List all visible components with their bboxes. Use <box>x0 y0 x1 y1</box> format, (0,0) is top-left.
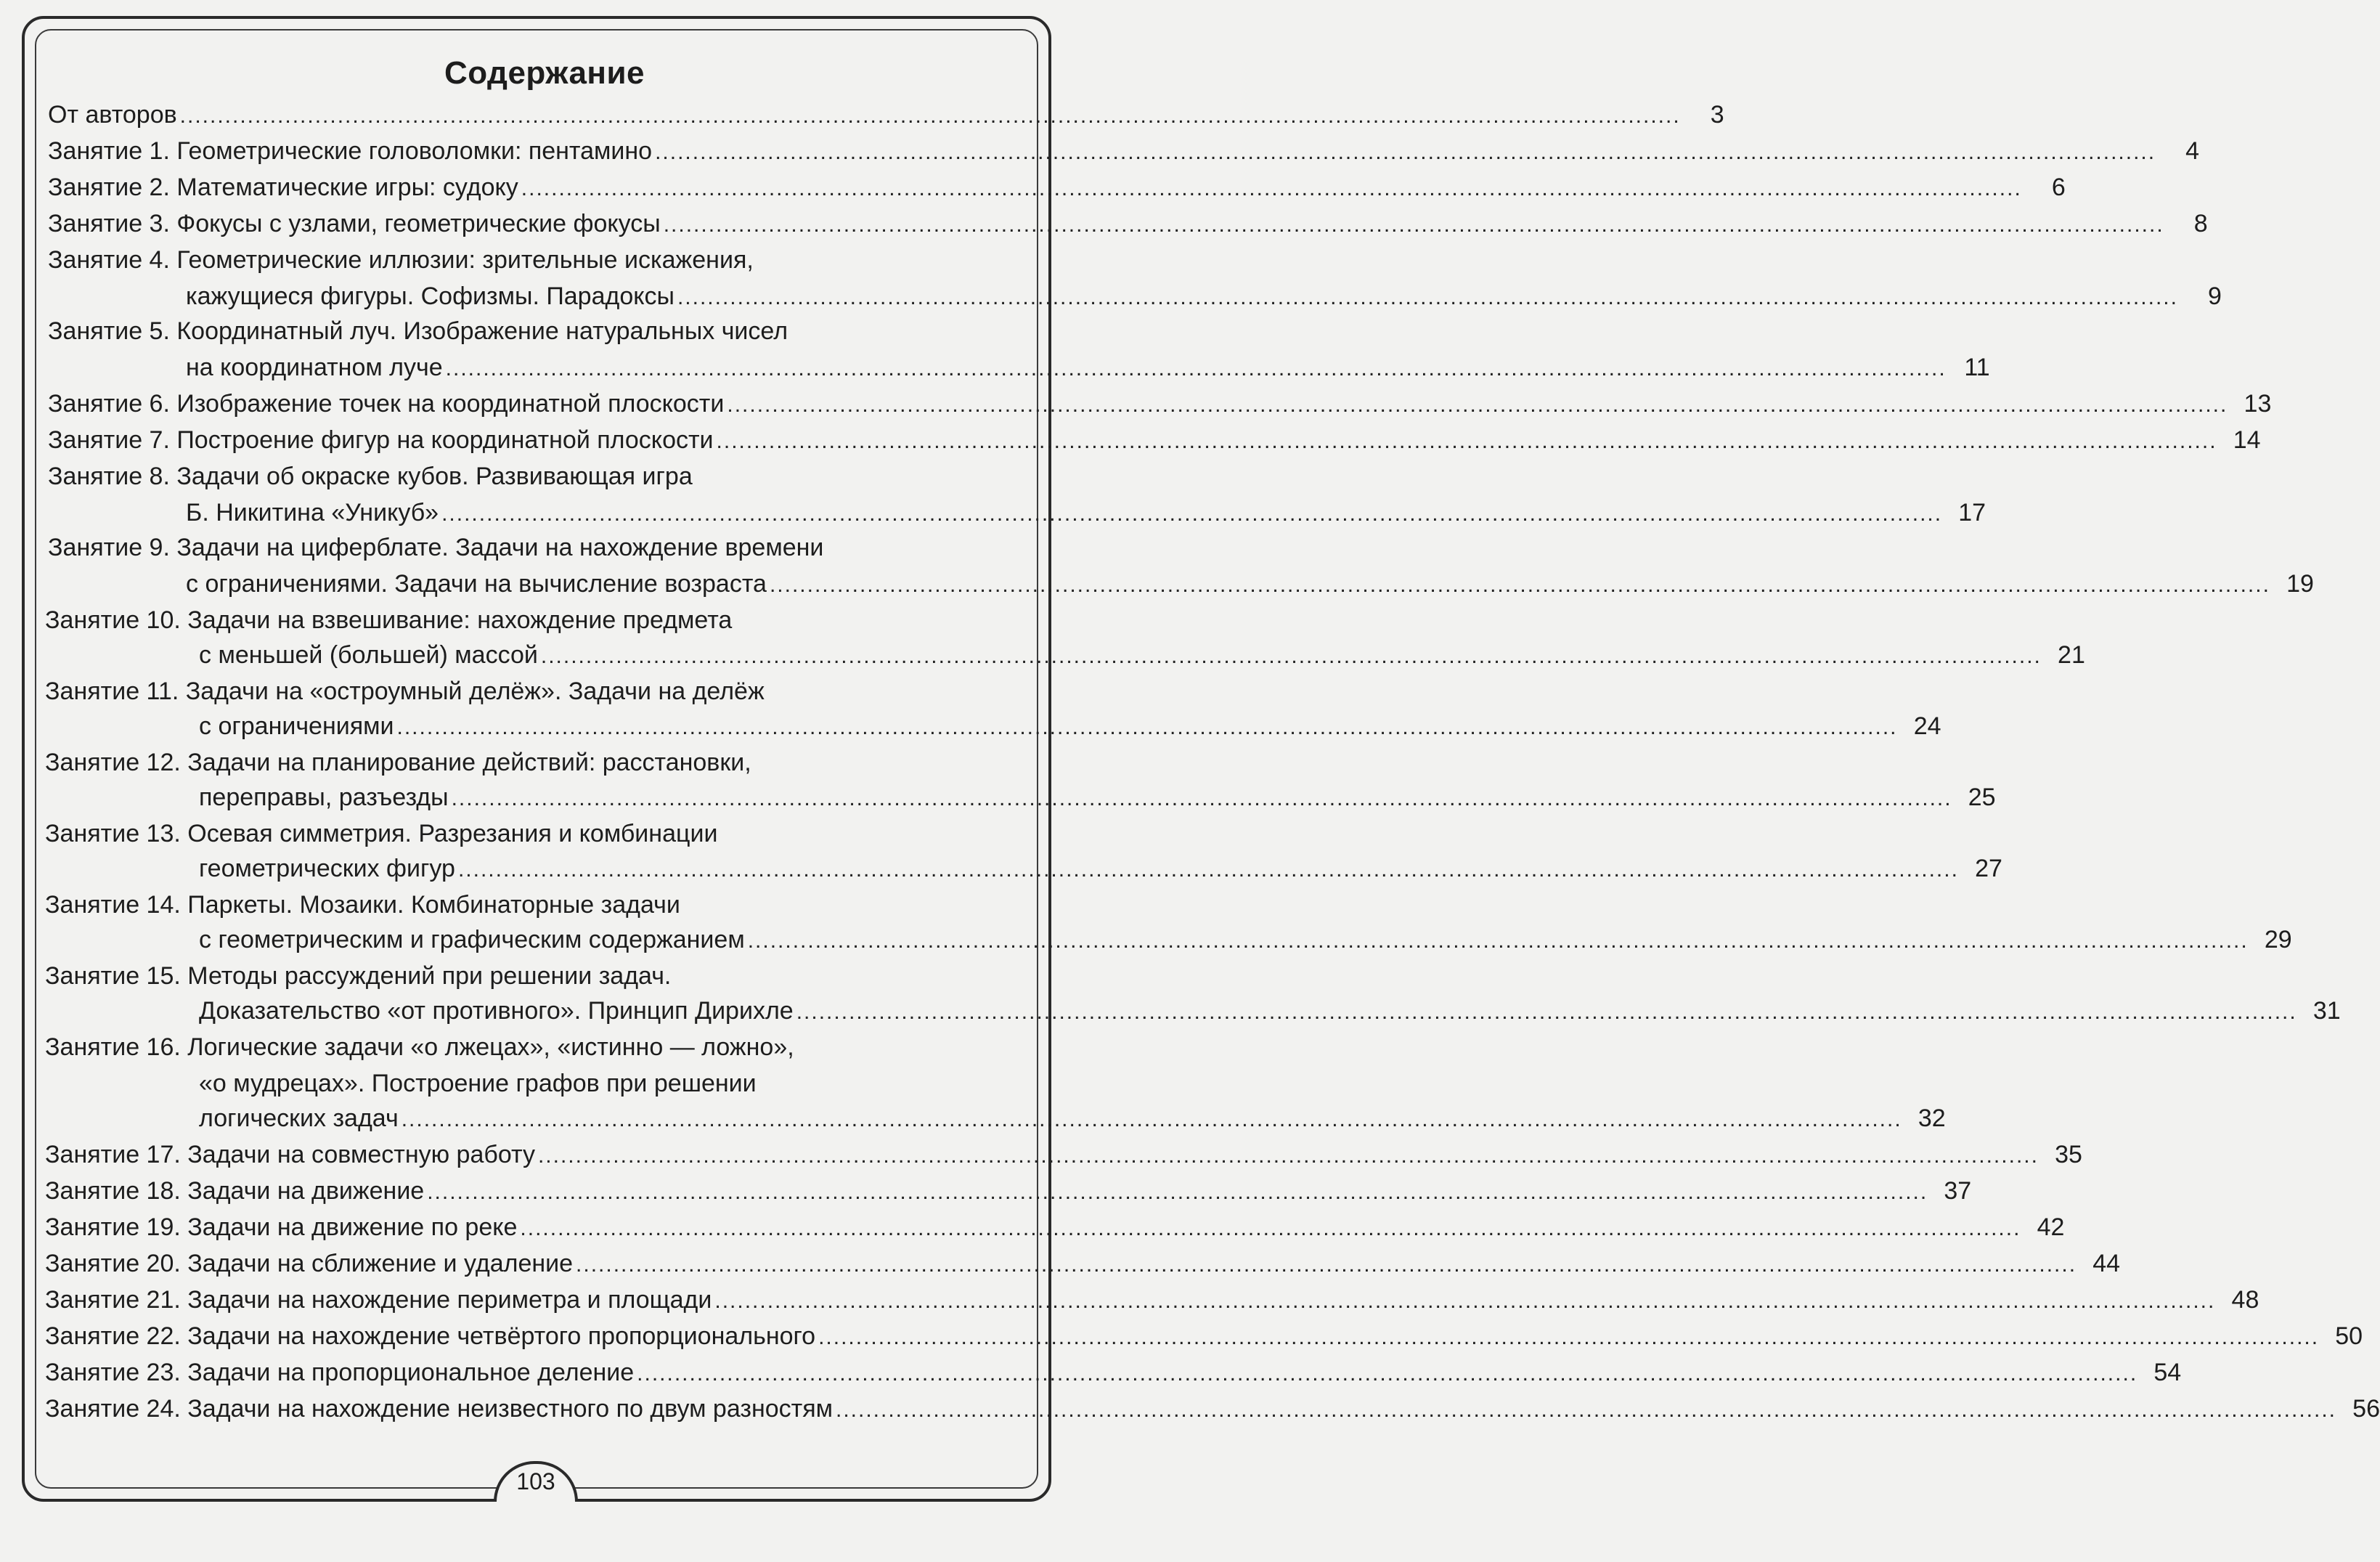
toc-entry-page: 31 <box>2312 997 2341 1025</box>
toc-entry-page: 54 <box>2153 1359 2182 1386</box>
toc-leader-dots: ........................................................................................................................................................................................................ <box>540 644 2042 668</box>
toc-entry-title: переправы, разъезды <box>199 784 449 811</box>
toc-entry-page: 17 <box>1958 499 1986 526</box>
toc-entry-title: Занятие 24. Задачи на нахождение неизвестного по двум разностям <box>45 1395 833 1423</box>
toc-entry <box>48 209 2208 240</box>
toc-entry <box>45 890 1030 919</box>
toc-leader-dots: ........................................................................................................................................................................................................ <box>457 858 1959 882</box>
toc-entry-page: 35 <box>2055 1141 2082 1168</box>
toc-entry-title: Занятие 15. Методы рассуждений при решении задач. <box>45 962 672 990</box>
toc-entry <box>186 282 2222 312</box>
toc-entry-page: 3 <box>1710 101 1724 129</box>
toc-entry <box>45 1322 2363 1352</box>
page-number: 103 <box>516 1468 555 1494</box>
toc-entry-title: Доказательство «от противного». Принцип Дирихле <box>199 997 794 1025</box>
toc-entry-title: Занятие 6. Изображение точек на координатной плоскости <box>48 390 725 418</box>
toc-entry-title: Занятие 21. Задачи на нахождение периметра и площади <box>45 1286 712 1314</box>
toc-entry <box>186 498 1986 529</box>
toc-entry <box>199 1069 1030 1098</box>
toc-entry-title: «о мудрецах». Построение графов при решении <box>199 1070 757 1097</box>
toc-entry-page: 27 <box>1975 855 2002 882</box>
toc-entry-page: 9 <box>2208 282 2222 310</box>
toc-entry-page: 11 <box>1964 354 1990 381</box>
toc-entry <box>199 712 1941 742</box>
toc-entry-title: геометрических фигур <box>199 855 455 882</box>
toc-leader-dots: ........................................................................................................................................................................................................ <box>445 357 1947 381</box>
toc-leader-dots: ........................................................................................................................................................................................................ <box>537 1144 2039 1168</box>
toc-entry-title: Занятие 23. Задачи на пропорциональное деление <box>45 1359 635 1386</box>
toc-entry-page: 32 <box>1918 1105 1946 1132</box>
toc-entry-title: От авторов <box>48 101 177 129</box>
toc-entry <box>45 1213 2065 1243</box>
toc-entry-title: Б. Никитина «Уникуб» <box>186 499 439 526</box>
toc-entry-page: 37 <box>1944 1177 1972 1205</box>
toc-entry <box>48 245 1030 274</box>
toc-leader-dots: ........................................................................................................................................................................................................ <box>396 715 1898 739</box>
toc-leader-dots: ........................................................................................................................................................................................................ <box>655 140 2156 164</box>
toc-entry-title: логических задач <box>199 1105 399 1132</box>
toc-entry-title: кажущиеся фигуры. Софизмы. Парадоксы <box>186 282 675 310</box>
toc-entry-title: Занятие 22. Задачи на нахождение четвёртого пропорционального <box>45 1322 816 1350</box>
toc-entry <box>45 1249 2121 1280</box>
toc-leader-dots: ........................................................................................................................................................................................................ <box>637 1362 2138 1386</box>
toc-entry <box>48 389 2272 420</box>
toc-entry <box>45 1285 2259 1316</box>
toc-entry <box>45 748 1030 777</box>
toc-leader-dots: ........................................................................................................................................................................................................ <box>818 1325 2320 1349</box>
toc-leader-dots: ........................................................................................................................................................................................................ <box>520 1216 2021 1240</box>
toc-entry-title: Занятие 14. Паркеты. Мозаики. Комбинаторные задачи <box>45 891 680 919</box>
toc-entry <box>45 1033 1030 1062</box>
toc-entry <box>48 317 1030 346</box>
toc-leader-dots: ........................................................................................................................................................................................................ <box>769 573 2270 597</box>
toc-entry-title: с ограничениями <box>199 712 394 740</box>
toc-entry-title: Занятие 4. Геометрические иллюзии: зрительные искажения, <box>48 246 754 274</box>
toc-entry-title: Занятие 20. Задачи на сближение и удаление <box>45 1250 574 1277</box>
toc-leader-dots: ........................................................................................................................................................................................................ <box>747 929 2249 953</box>
toc-entry-title: Занятие 8. Задачи об окраске кубов. Развивающая игра <box>48 463 693 490</box>
toc-leader-dots: ........................................................................................................................................................................................................ <box>663 213 2164 237</box>
toc-leader-dots: ........................................................................................................................................................................................................ <box>796 1000 2297 1024</box>
toc-entry-title: Занятие 3. Фокусы с узлами, геометрические фокусы <box>48 210 661 237</box>
toc-entry <box>45 1358 2182 1388</box>
toc-entry <box>48 100 1724 131</box>
toc-entry-title: Занятие 13. Осевая симметрия. Разрезания и комбинации <box>45 820 718 847</box>
toc-entry-title: с меньшей (большей) массой <box>199 641 538 669</box>
toc-entry <box>199 640 2085 671</box>
toc-entry-title: Занятие 19. Задачи на движение по реке <box>45 1213 518 1241</box>
toc-entry <box>199 996 2341 1027</box>
toc-leader-dots: ........................................................................................................................................................................................................ <box>576 1253 2077 1277</box>
toc-entry-title: Занятие 5. Координатный луч. Изображение натуральных чисел <box>48 317 788 345</box>
toc-entry-page: 8 <box>2193 210 2208 237</box>
toc-entry-title: с геометрическим и графическим содержанием <box>199 926 745 953</box>
toc-entry-title: Занятие 12. Задачи на планирование действий: расстановки, <box>45 749 751 776</box>
toc-entry-page: 44 <box>2092 1250 2121 1277</box>
toc-entry <box>48 533 1030 562</box>
toc-entry <box>199 925 2292 956</box>
toc-entry-page: 42 <box>2037 1213 2065 1241</box>
toc-leader-dots: ........................................................................................................................................................................................................ <box>401 1107 1902 1131</box>
toc-entry <box>199 783 1996 813</box>
toc-leader-dots: ........................................................................................................................................................................................................ <box>427 1180 1928 1204</box>
toc-entry-page: 24 <box>1913 712 1941 740</box>
toc-leader-dots: ........................................................................................................................................................................................................ <box>451 786 1952 810</box>
toc-entry-title: Занятие 11. Задачи на «остроумный делёж». Задачи на делёж <box>45 678 765 705</box>
toc-entry <box>199 854 2002 884</box>
toc-entry-title: Занятие 17. Задачи на совместную работу <box>45 1141 535 1168</box>
toc-entry-title: на координатном луче <box>186 354 443 381</box>
toc-entry <box>48 462 1030 491</box>
toc-entry-title: Занятие 2. Математические игры: судоку <box>48 174 518 201</box>
toc-entry-page: 6 <box>2051 174 2066 201</box>
toc-entry <box>45 677 1030 706</box>
page-title: Содержание <box>444 55 645 91</box>
toc-entry-page: 4 <box>2185 137 2200 165</box>
toc-entry-title: Занятие 18. Задачи на движение <box>45 1177 425 1205</box>
toc-entry-page: 56 <box>2352 1395 2380 1423</box>
toc-entry <box>186 569 2314 600</box>
toc-entry <box>186 353 1990 383</box>
toc-leader-dots: ........................................................................................................................................................................................................ <box>836 1398 2336 1422</box>
toc-entry-title: Занятие 7. Построение фигур на координатной плоскости <box>48 426 714 454</box>
toc-entry-page: 29 <box>2264 926 2292 953</box>
toc-entry <box>45 1176 1972 1207</box>
toc-entry-title: Занятие 9. Задачи на циферблате. Задачи на нахождение времени <box>48 534 824 561</box>
toc-entry-title: Занятие 1. Геометрические головоломки: пентамино <box>48 137 653 165</box>
toc-leader-dots: ........................................................................................................................................................................................................ <box>714 1289 2216 1313</box>
toc-entry <box>48 173 2066 203</box>
toc-entry-title: с ограничениями. Задачи на вычисление возраста <box>186 570 767 598</box>
toc-leader-dots: ........................................................................................................................................................................................................ <box>727 393 2228 417</box>
toc-entry-title: Занятие 16. Логические задачи «о лжецах», «истинно — ложно», <box>45 1033 794 1061</box>
toc-entry-page: 48 <box>2231 1286 2259 1314</box>
toc-entry-page: 50 <box>2335 1322 2363 1350</box>
toc-entry-title: Занятие 10. Задачи на взвешивание: нахождение предмета <box>45 606 733 634</box>
toc-entry <box>48 137 2200 167</box>
toc-entry <box>45 1394 2380 1425</box>
toc-leader-dots: ........................................................................................................................................................................................................ <box>179 104 1681 128</box>
toc-entry <box>48 426 2261 456</box>
toc-entry <box>199 1104 1946 1134</box>
toc-leader-dots: ........................................................................................................................................................................................................ <box>677 285 2178 309</box>
toc-leader-dots: ........................................................................................................................................................................................................ <box>521 176 2022 200</box>
toc-entry <box>45 1140 2082 1171</box>
toc-entry <box>45 819 1030 848</box>
toc-leader-dots: ........................................................................................................................................................................................................ <box>716 429 2217 453</box>
toc-entry-page: 19 <box>2286 570 2314 598</box>
toc-entry-page: 25 <box>1968 784 1996 811</box>
toc-entry-page: 21 <box>2058 641 2085 669</box>
toc-entry-page: 14 <box>2233 426 2261 454</box>
toc-entry <box>45 961 1030 991</box>
toc-leader-dots: ........................................................................................................................................................................................................ <box>441 502 1943 526</box>
toc-entry-page: 13 <box>2244 390 2272 418</box>
toc-entry <box>45 606 1030 635</box>
